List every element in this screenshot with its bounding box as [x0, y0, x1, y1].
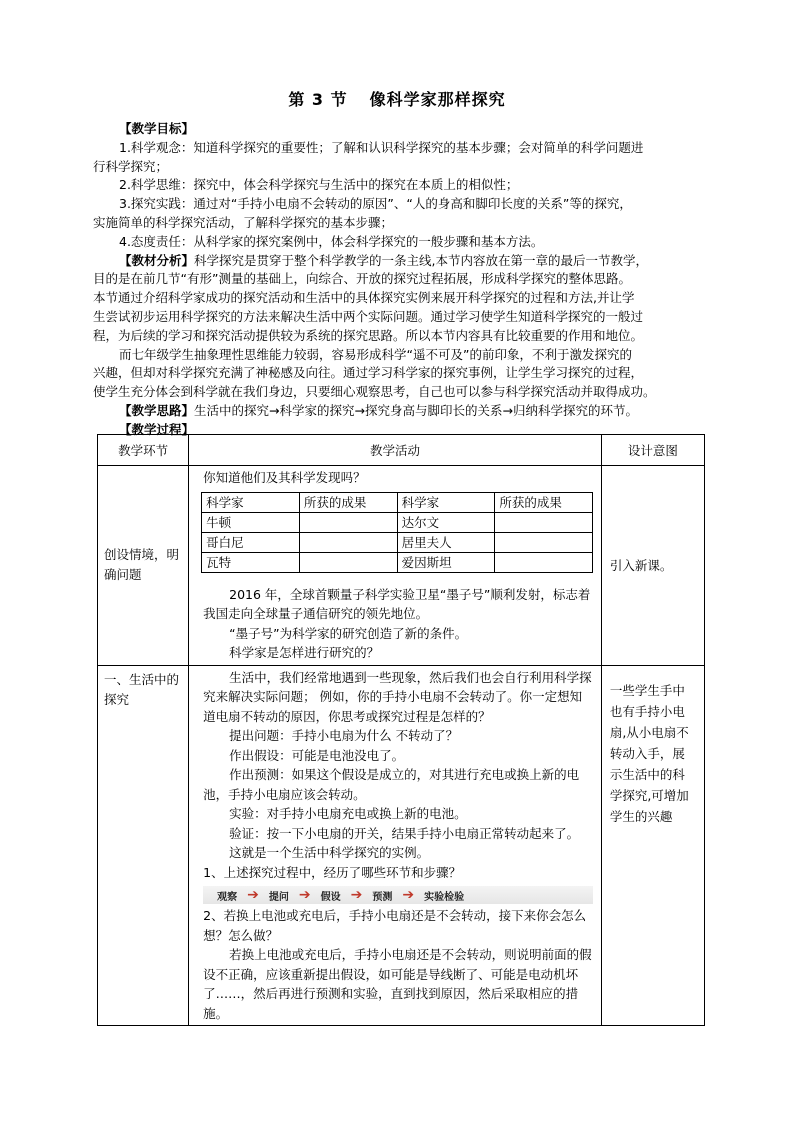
analysis-line: 兴趣，但却对科学探究充满了神秘感及向往。通过学习科学家的探究事例，让学生学习探究的过程，: [93, 365, 644, 381]
inner-header: 科学家: [202, 492, 300, 512]
scientist-name: 爱因斯坦: [397, 552, 495, 572]
paragraph: 作出预测：如果这个假设是成立的，对其进行充电或换上新的电池，手持小电扇应该会转动。: [203, 767, 580, 802]
achievement-cell: [299, 552, 397, 572]
section-number: 第 3 节: [288, 90, 348, 109]
scientist-name: 哥白尼: [202, 532, 300, 552]
question-1: 1、上述探究过程中，经历了哪些环节和步骤？: [203, 864, 462, 880]
inquiry-steps: [203, 886, 593, 904]
objective-line: 1.科学观念：知道科学探究的重要性；了解和认识科学探究的基本步骤；会对简单的科学问题进: [119, 139, 644, 155]
activity-cell: [189, 665, 602, 1026]
paragraph: 验证：按一下小电扇的开关，结果手持小电扇正常转动起来了。: [229, 825, 580, 841]
design-cell: [601, 665, 704, 1026]
teaching-process-table: [97, 434, 705, 1026]
analysis-line: 本节通过介绍科学家成功的探究活动和生活中的具体探究实例来展开科学探究的过程和方法,并让学: [93, 290, 635, 306]
paragraph: 作出假设：可能是电池没电了。: [229, 747, 405, 763]
scientist-name: 居里夫人: [397, 532, 495, 552]
analysis-line: 目的是在前几节“有形”测量的基础上，向综合、开放的探究过程拓展，形成科学探究的整体思路。: [93, 271, 631, 287]
paragraph: 科学家是怎样进行研究的？: [229, 645, 380, 660]
objective-line: 3.探究实践：通过对“手持小电扇不会转动的原因”、“人的身高和脚印长度的关系”等的探究，: [119, 196, 632, 212]
inner-header: 所获的成果: [495, 492, 593, 512]
design-text: 引入新课。: [609, 558, 673, 574]
intro-text: [93, 120, 703, 440]
achievement-cell: [299, 512, 397, 532]
inner-row: [202, 512, 593, 532]
inner-row: [202, 532, 593, 552]
header-design: 设计意图: [601, 435, 704, 466]
inner-row: [202, 552, 593, 572]
analysis-heading: 【教材分析】: [119, 252, 195, 268]
scientist-name: 牛顿: [202, 512, 300, 532]
inner-header: 所获的成果: [299, 492, 397, 512]
analysis-line: 生尝试初步运用科学探究的方法来解决生活中两个实际问题。通过学习使学生知道科学探究的一般过: [93, 308, 644, 324]
analysis-line: 科学探究是贯穿于整个科学教学的一条主线,本节内容放在第一章的最后一节教学，: [194, 252, 648, 268]
section-name: 像科学家那样探究: [369, 90, 506, 109]
inner-header: 科学家: [397, 492, 495, 512]
question-2: 2、若换上电池或充电后，手持小电扇还是不会转动，接下来你会怎么想？怎么做？: [203, 908, 587, 943]
achievement-cell: [299, 532, 397, 552]
scientist-name: 达尔文: [397, 512, 495, 532]
achievement-cell: [495, 512, 593, 532]
scientist-table: [201, 492, 593, 573]
design-text: 一些学生手中也有手持小电扇,从小电扇不转动入手，展示生活中的科学探究,可增加学生的兴趣: [609, 682, 689, 824]
approach-text: 生活中的探究→科学家的探究→探究身高与脚印长的关系→归纳科学探究的环节。: [194, 402, 638, 418]
objective-line: 实施简单的科学探究活动，了解科学探究的基本步骤；: [93, 214, 394, 230]
process-heading: 【教学过程】: [119, 421, 195, 437]
objective-line: 4.态度责任：从科学家的探究案例中，体会科学探究的一般步骤和基本方法。: [119, 233, 544, 249]
objective-line: 2.科学思维：探究中，体会科学探究与生活中的探究在本质上的相似性；: [119, 177, 519, 193]
header-activity: 教学活动: [189, 435, 602, 466]
design-cell: [601, 466, 704, 666]
inner-header-row: [202, 492, 593, 512]
step-label: 假设: [320, 891, 341, 903]
table-row: [98, 466, 705, 666]
step-label: 提问: [268, 891, 289, 903]
arrow-right-icon: ➔: [298, 887, 311, 903]
analysis-line: 使学生充分体会到科学就在我们身边，只要细心观察思考，自己也可以参与科学探究活动并取得成功。: [93, 384, 656, 400]
objectives-heading: 【教学目标】: [119, 121, 195, 136]
achievement-cell: [495, 552, 593, 572]
achievement-cell: [495, 532, 593, 552]
table-header-row: [98, 435, 705, 466]
step-label: 观察: [217, 891, 238, 903]
arrow-right-icon: ➔: [350, 887, 363, 903]
analysis-line: 程，为后续的学习和探究活动提供较为系统的探究思路。所以本节内容具有比较重要的作用和地位。: [93, 327, 644, 343]
paragraph: 这就是一个生活中科学探究的实例。: [229, 845, 430, 860]
paragraph: 生活中，我们经常地遇到一些现象，然后我们也会自行利用科学探究来解决实际问题； 例如，你的手持小电扇不会转动了。你一定想知道电扇不转动的原因，你思考或探究过程是怎样的？: [203, 669, 592, 724]
approach-heading: 【教学思路】: [119, 402, 195, 418]
scientist-name: 瓦特: [202, 552, 300, 572]
stage-cell: [98, 665, 189, 1026]
header-stage: 教学环节: [98, 435, 189, 466]
arrow-right-icon: ➔: [247, 887, 259, 903]
arrow-right-icon: ➔: [402, 887, 415, 903]
paragraph: 2016 年，全球首颗量子科学实验卫星“墨子号”顺利发射，标志着我国走向全球量子通信研究的领先地位。: [203, 586, 591, 621]
objective-line: 行科学探究；: [93, 158, 169, 174]
table-row: [98, 665, 705, 1026]
answer-paragraph: 若换上电池或充电后，手持小电扇还是不会转动，则说明前面的假设不正确，应该重新提出假设，如可能是导线断了、可能是电动机坏了……，然后再进行预测和实验，直到找到原因，然后采取相应的措施。: [203, 947, 592, 1021]
activity-cell: [189, 466, 602, 666]
step-label: 实验检验: [424, 891, 465, 903]
stage-cell: [98, 466, 189, 666]
stage-label: 创设情境，明确问题: [104, 547, 180, 583]
paragraph: “墨子号”为科学家的研究创造了新的条件。: [229, 625, 468, 641]
page-title: [0, 87, 794, 110]
analysis-line: 而七年级学生抽象理性思维能力较弱，容易形成科学“遥不可及”的前印象，不利于激发探究的: [119, 346, 632, 362]
paragraph: 提出问题：手持小电扇为什么 不转动了？: [229, 728, 459, 743]
question-text: 你知道他们及其科学发现吗？: [203, 470, 366, 485]
stage-label: 一、生活中的探究: [104, 671, 180, 707]
paragraph: 实验：对手持小电扇充电或换上新的电池。: [229, 806, 467, 821]
step-label: 预测: [372, 891, 393, 903]
